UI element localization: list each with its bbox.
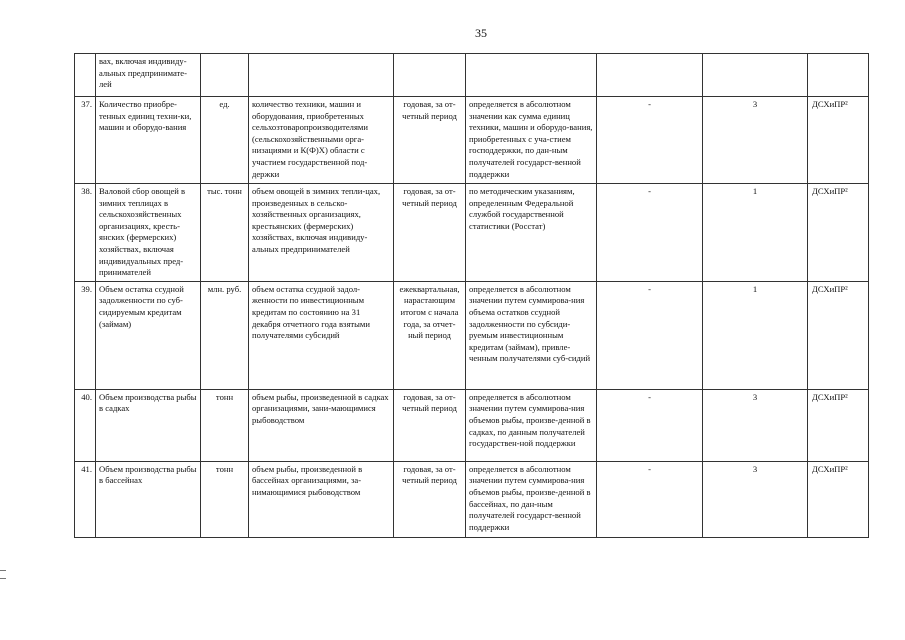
row-number: 40. (75, 389, 96, 461)
periodicity: годовая, за от-четный период (394, 389, 466, 461)
target-value (703, 54, 808, 97)
responsible-body: ДСХиПР² (808, 281, 869, 389)
table-row (75, 97, 869, 184)
periodicity: ежеквартальная, нарастающим итогом с начала года, за отчет-ный период (394, 281, 466, 389)
target-value: 1 (703, 184, 808, 282)
periodicity (394, 54, 466, 97)
periodicity: годовая, за от-четный период (394, 184, 466, 282)
calculation-method: по методическим указаниям, определенным Федеральной службой государственной статистики (Росстат) (466, 184, 597, 282)
responsible-body: ДСХиПР² (808, 97, 869, 184)
indicator-name: Объем производства рыбы в бассейнах (96, 461, 201, 537)
calculation-method (466, 54, 597, 97)
calculation-method: определяется в абсолютном значении путем суммирова-ния объемов рыбы, произве-денной в бассейнах, по дан-ным получателей государст-венной поддержки (466, 461, 597, 537)
periodicity: годовая, за от-четный период (394, 97, 466, 184)
unit-of-measure: млн. руб. (201, 281, 249, 389)
indicator-name: Объем остатка ссудной задолженности по суб-сидируемым кредитам (займам) (96, 281, 201, 389)
target-value: 3 (703, 461, 808, 537)
responsible-body: ДСХиПР² (808, 389, 869, 461)
periodicity: годовая, за от-четный период (394, 461, 466, 537)
responsible-body: ДСХиПР² (808, 184, 869, 282)
indicators-table (74, 53, 869, 538)
calculation-method: определяется в абсолютном значении путем суммирова-ния объема остатков ссудной задолженности по субсиди-руемым инвестиционным кредитам (займам), привле-ченным получателями суб-сидий (466, 281, 597, 389)
unit-of-measure (201, 54, 249, 97)
indicator-name: Валовой сбор овощей в зимних теплицах в сельскохозяйственных организациях, кресть-янских (фермерских) хозяйствах, включая индивидуальных пред-принимателей (96, 184, 201, 282)
row-number (75, 54, 96, 97)
table-row (75, 54, 869, 97)
indicator-definition: объем рыбы, произведенной в садках организациями, зани-мающимися рыбоводством (249, 389, 394, 461)
table-row (75, 281, 869, 389)
table-row (75, 184, 869, 282)
responsible-body: ДСХиПР² (808, 461, 869, 537)
indicator-definition: объем овощей в зимних тепли-цах, произведенных в сельско-хозяйственных организациях, крестьянских (фермерских) хозяйствах, включая индивиду-альных предпринимателей (249, 184, 394, 282)
scan-margin-mark (0, 570, 6, 571)
indicator-name: вах, включая индивиду-альных предпринимате-лей (96, 54, 201, 97)
scan-margin-mark (0, 578, 6, 579)
base-value: - (597, 184, 703, 282)
base-value: - (597, 461, 703, 537)
target-value: 1 (703, 281, 808, 389)
row-number: 39. (75, 281, 96, 389)
calculation-method: определяется в абсолютном значении путем суммирова-ния объемов рыбы, произве-денной в садках, по данным получателей государствен-ной поддержки (466, 389, 597, 461)
table-row (75, 461, 869, 537)
base-value: - (597, 281, 703, 389)
unit-of-measure: тонн (201, 461, 249, 537)
page-number: 35 (475, 26, 487, 40)
indicator-definition: объем рыбы, произведенной в бассейнах организациями, за-нимающимися рыбоводством (249, 461, 394, 537)
table-row (75, 389, 869, 461)
row-number: 38. (75, 184, 96, 282)
unit-of-measure: ед. (201, 97, 249, 184)
indicator-definition (249, 54, 394, 97)
indicator-definition: количество техники, машин и оборудования, приобретенных сельхозтоваропроизводителями (сельскохозяйственными орга-низациями и К(Ф)Х) области с участием государственной под-держки (249, 97, 394, 184)
base-value: - (597, 97, 703, 184)
indicator-name: Объем производства рыбы в садках (96, 389, 201, 461)
target-value: 3 (703, 97, 808, 184)
unit-of-measure: тонн (201, 389, 249, 461)
unit-of-measure: тыс. тонн (201, 184, 249, 282)
calculation-method: определяется в абсолютном значении как сумма единиц техники, машин и оборудо-вания, приобретенных с уча-стием господдержки, по дан-ным получателей государст-венной поддержки (466, 97, 597, 184)
row-number: 41. (75, 461, 96, 537)
indicator-name: Количество приобре-тенных единиц техни-ки, машин и оборудо-вания (96, 97, 201, 184)
row-number: 37. (75, 97, 96, 184)
base-value: - (597, 389, 703, 461)
indicators-table-container (74, 53, 868, 538)
responsible-body (808, 54, 869, 97)
base-value (597, 54, 703, 97)
indicator-definition: объем остатка ссудной задол-женности по инвестиционным кредитам по состоянию на 31 декабря отчетного года взятыми получателями субсидий (249, 281, 394, 389)
target-value: 3 (703, 389, 808, 461)
